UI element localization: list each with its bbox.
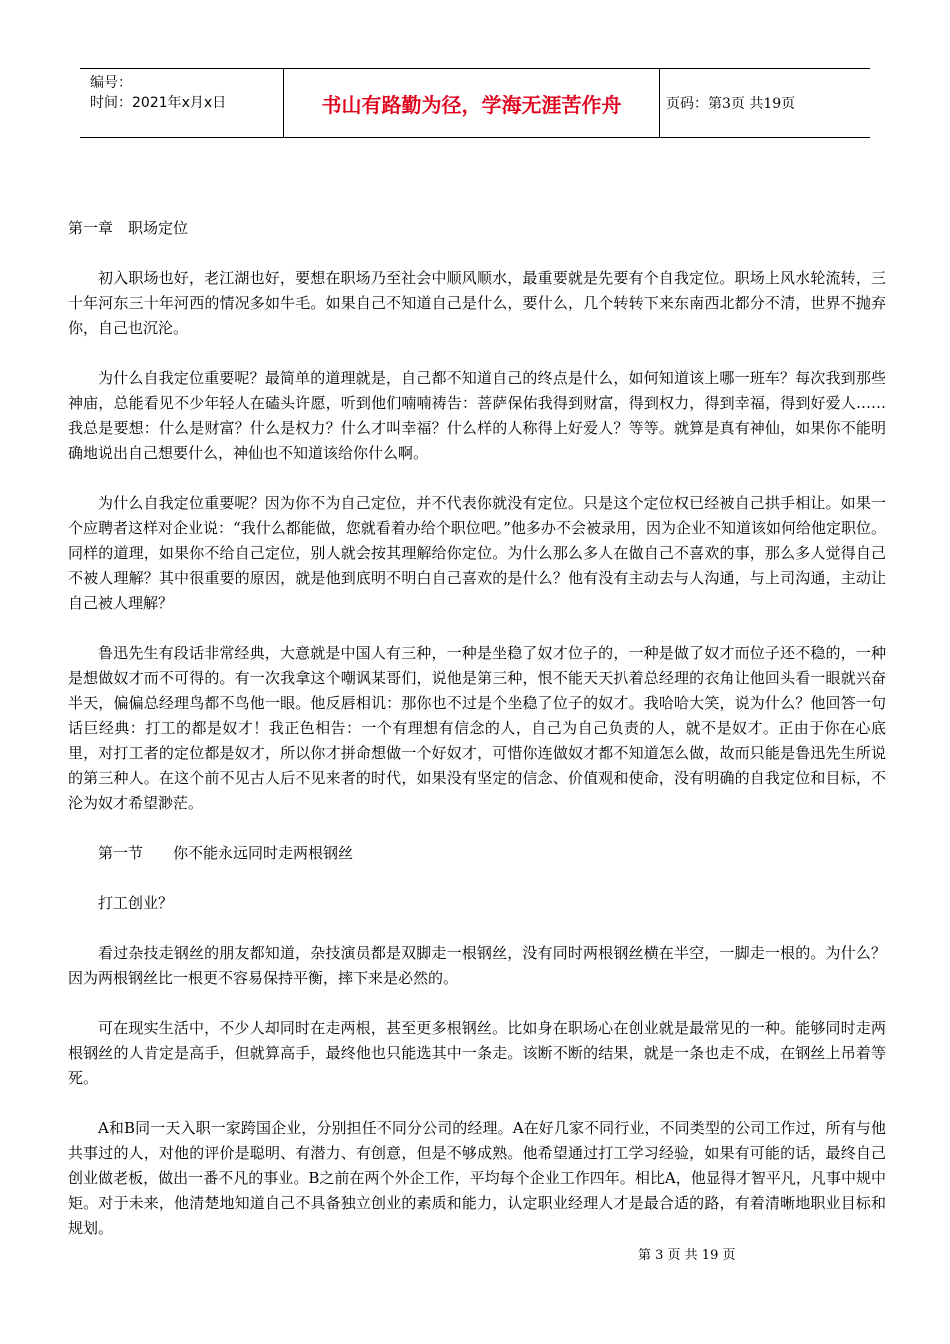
document-number-label: 编号： xyxy=(90,75,132,91)
document-body xyxy=(68,216,886,1266)
paragraph: 为什么自我定位重要呢？最简单的道理就是，自己都不知道自己的终点是什么，如何知道该上哪一班车？每次我到那些神庙，总能看见不少年轻人在磕头许愿，听到他们喃喃祷告：菩萨保佑我得到财富，得到权力，得到幸福，得到好爱人……我总是要想：什么是财富？什么是权力？什么才叫幸福？什么样的人称得上好爱人？等等。就算是真有神仙，如果你不能明确地说出自己想要什么，神仙也不知道该给你什么啊。 xyxy=(68,369,886,462)
chapter-title: 第一章 职场定位 xyxy=(68,219,189,237)
page-footer: 第 3 页 共 19 页 xyxy=(638,1248,736,1263)
paragraph: 可在现实生活中，不少人却同时在走两根，甚至更多根钢丝。比如身在职场心在创业就是最常见的一种。能够同时走两根钢丝的人肯定是高手，但就算高手，最终他也只能选其中一条走。该断不断的结果，就是一条也走不成，在钢丝上吊着等死。 xyxy=(68,1019,886,1087)
subheading: 打工创业？ xyxy=(98,894,174,912)
paragraph: 为什么自我定位重要呢？因为你不为自己定位，并不代表你就没有定位。只是这个定位权已经被自己拱手相让。如果一个应聘者这样对企业说：“我什么都能做，您就看着办给个职位吧。”他多办不会被录用，因为企业不知道该如何给他定职位。同样的道理，如果你不给自己定位，别人就会按其理解给你定位。为什么那么多人在做自己不喜欢的事，那么多人觉得自己不被人理解？其中很重要的原因，就是他到底明不明白自己喜欢的是什么？他有没有主动去与人沟通，与上司沟通，主动让自己被人理解？ xyxy=(68,494,886,612)
header-motto: 书山有路勤为径，学海无涯苦作舟 xyxy=(284,69,660,137)
paragraph: 鲁迅先生有段话非常经典，大意就是中国人有三种，一种是坐稳了奴才位子的，一种是做了奴才而位子还不稳的，一种是想做奴才而不可得的。有一次我拿这个嘲讽某哥们，说他是第三种，恨不能天天扒着总经理的衣角让他回头看一眼就兴奋半天，偏偏总经理鸟都不鸟他一眼。他反唇相讥：那你也不过是个坐稳了位子的奴才。我哈哈大笑，说为什么？他回答一句话巨经典：打工的都是奴才！我正色相告：一个有理想有信念的人，自己为自己负责的人，就不是奴才。正由于你在心底里，对打工者的定位都是奴才，所以你才拼命想做一个好奴才，可惜你连做奴才都不知道怎么做，故而只能是鲁迅先生所说的第三种人。在这个前不见古人后不见来者的时代，如果没有坚定的信念、价值观和使命，没有明确的自我定位和目标，不沦为奴才希望渺茫。 xyxy=(68,644,886,812)
page-header xyxy=(80,68,870,138)
header-page-info: 页码：第3页 共19页 xyxy=(666,96,796,112)
header-meta xyxy=(80,69,284,137)
paragraph: 看过杂技走钢丝的朋友都知道，杂技演员都是双脚走一根钢丝，没有同时两根钢丝横在半空，一脚走一根的。为什么？因为两根钢丝比一根更不容易保持平衡，摔下来是必然的。 xyxy=(68,944,886,987)
paragraph: A和B同一天入职一家跨国企业，分别担任不同分公司的经理。A在好几家不同行业，不同类型的公司工作过，所有与他共事过的人，对他的评价是聪明、有潜力、有创意，但是不够成熟。他希望通过打工学习经验，如果有可能的话，最终自己创业做老板，做出一番不凡的事业。B之前在两个外企工作，平均每个企业工作四年。相比A，他显得才智平凡，凡事中规中矩。对于未来，他清楚地知道自己不具备独立创业的素质和能力，认定职业经理人才是最合适的路，有着清晰地职业目标和规划。 xyxy=(68,1119,886,1237)
section-title: 第一节 你不能永远同时走两根钢丝 xyxy=(98,844,354,862)
paragraph: 初入职场也好，老江湖也好，要想在职场乃至社会中顺风顺水，最重要就是先要有个自我定位。职场上风水轮流转，三十年河东三十年河西的情况多如牛毛。如果自己不知道自己是什么，要什么，几个转转下来东南西北都分不清，世界不抛弃你，自己也沉沦。 xyxy=(68,269,886,337)
document-time-label: 时间：2021年x月x日 xyxy=(90,95,227,111)
